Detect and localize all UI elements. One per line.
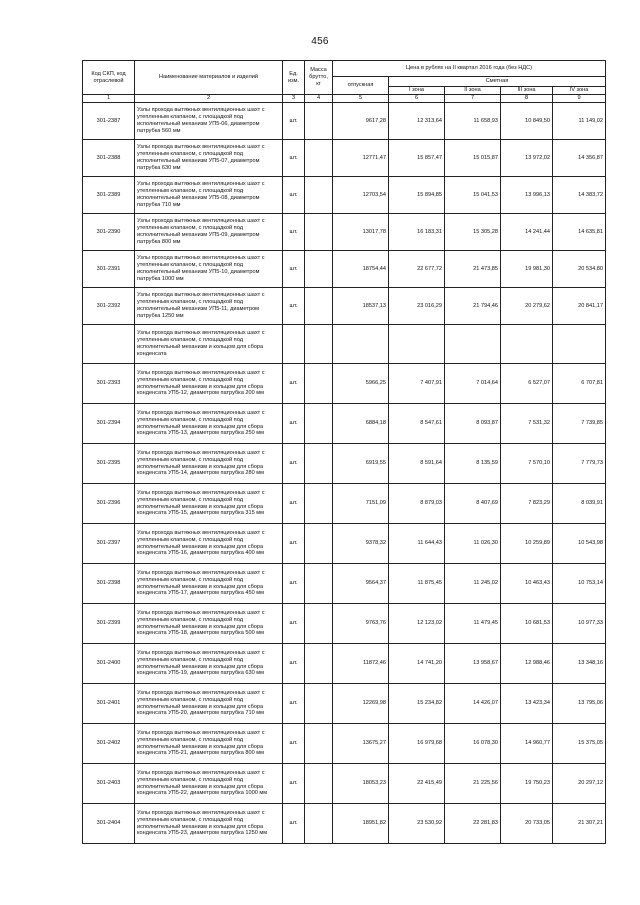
cell-mass	[305, 103, 333, 140]
cell-unit: шт.	[283, 177, 305, 214]
cell-name: Узлы прохода вытяжных вентиляционных шахт с утепленным клапаном, с площадкой под исполнительный механизм и кольцом для сбора конденсата	[135, 325, 283, 364]
cell-release-price: 13675,27	[333, 724, 389, 764]
cell-name: Узлы прохода вытяжных вентиляционных шахт с утепленным клапаном, с площадкой под исполнительный механизм УП5-07, диаметром патрубка 630 мм	[135, 140, 283, 177]
table-row	[83, 404, 606, 444]
cell-release-price: 9378,32	[333, 524, 389, 564]
cell-release-price: 6919,55	[333, 444, 389, 484]
cell-release-price: 18951,82	[333, 804, 389, 844]
cell-zone-4-price: 10 543,98	[553, 524, 606, 564]
cell-zone-3-price: 20 733,05	[501, 804, 553, 844]
cell-mass	[305, 764, 333, 804]
table-row	[83, 564, 606, 604]
column-number: 9	[553, 95, 606, 103]
cell-zone-3-price: 13 996,13	[501, 177, 553, 214]
cell-zone-3-price: 20 279,62	[501, 288, 553, 325]
cell-code: 301-2394	[83, 404, 135, 444]
cell-zone-4-price: 7 779,73	[553, 444, 606, 484]
cell-name: Узлы прохода вытяжных вентиляционных шахт с утепленным клапаном, с площадкой под исполнительный механизм и кольцом для сбора конденсата УП5-16, диаметром патрубка 400 мм	[135, 524, 283, 564]
cell-name: Узлы прохода вытяжных вентиляционных шахт с утепленным клапаном, с площадкой под исполнительный механизм и кольцом для сбора конденсата УП5-23, диаметром патрубка 1250 мм	[135, 804, 283, 844]
cell-zone-2-price: 21 225,56	[445, 764, 501, 804]
cell-zone-4-price: 8 039,91	[553, 484, 606, 524]
cell-zone-2-price: 11 245,02	[445, 564, 501, 604]
cell-mass	[305, 804, 333, 844]
cell-zone-1-price: 16 183,31	[389, 214, 445, 251]
cell-code: 301-2403	[83, 764, 135, 804]
cell-name: Узлы прохода вытяжных вентиляционных шахт с утепленным клапаном, с площадкой под исполнительный механизм и кольцом для сбора конденсата УП5-19, диаметром патрубка 630 мм	[135, 644, 283, 684]
cell-zone-2-price: 16 078,30	[445, 724, 501, 764]
table-row	[83, 214, 606, 251]
cell-unit	[283, 325, 305, 364]
header-zone-3: III зона	[501, 87, 553, 95]
cell-unit: шт.	[283, 564, 305, 604]
cell-mass	[305, 325, 333, 364]
cell-unit: шт.	[283, 524, 305, 564]
cell-code: 301-2390	[83, 214, 135, 251]
cell-zone-3-price: 10 259,89	[501, 524, 553, 564]
cell-mass	[305, 564, 333, 604]
cell-zone-3-price: 7 531,32	[501, 404, 553, 444]
cell-mass	[305, 684, 333, 724]
cell-unit: шт.	[283, 724, 305, 764]
cell-code: 301-2397	[83, 524, 135, 564]
header-price-group: Цена в рублях на II квартал 2016 года (без НДС)	[333, 61, 606, 77]
cell-zone-4-price: 11 149,02	[553, 103, 606, 140]
cell-mass	[305, 177, 333, 214]
table-row	[83, 484, 606, 524]
cell-unit: шт.	[283, 364, 305, 404]
table-row	[83, 684, 606, 724]
cell-name: Узлы прохода вытяжных вентиляционных шахт с утепленным клапаном, с площадкой под исполнительный механизм и кольцом для сбора конденсата УП5-12, диаметром патрубка 200 мм	[135, 364, 283, 404]
cell-unit: шт.	[283, 484, 305, 524]
cell-zone-2-price: 11 479,45	[445, 604, 501, 644]
cell-code: 301-2387	[83, 103, 135, 140]
cell-zone-3-price: 6 527,07	[501, 364, 553, 404]
cell-zone-1-price: 23 530,92	[389, 804, 445, 844]
cell-zone-4-price: 20 841,17	[553, 288, 606, 325]
cell-zone-2-price: 21 473,85	[445, 251, 501, 288]
cell-zone-1-price: 15 894,85	[389, 177, 445, 214]
cell-unit: шт.	[283, 214, 305, 251]
cell-zone-1-price: 8 547,61	[389, 404, 445, 444]
group-heading-row	[83, 325, 606, 364]
cell-code: 301-2393	[83, 364, 135, 404]
cell-name: Узлы прохода вытяжных вентиляционных шахт с утепленным клапаном, с площадкой под исполнительный механизм и кольцом для сбора конденсата УП5-13, диаметром патрубка 250 мм	[135, 404, 283, 444]
table-row	[83, 604, 606, 644]
cell-name: Узлы прохода вытяжных вентиляционных шахт с утепленным клапаном, с площадкой под исполнительный механизм и кольцом для сбора конденсата УП5-14, диаметром патрубка 280 мм	[135, 444, 283, 484]
cell-zone-1-price: 12 313,64	[389, 103, 445, 140]
cell-zone-4-price: 13 795,06	[553, 684, 606, 724]
cell-zone-4-price: 10 753,14	[553, 564, 606, 604]
cell-zone-1-price: 7 407,91	[389, 364, 445, 404]
cell-zone-2-price: 11 026,30	[445, 524, 501, 564]
cell-zone-1-price: 11 875,45	[389, 564, 445, 604]
cell-zone-1-price: 14 741,20	[389, 644, 445, 684]
header-mass: Масса брутто, кг	[305, 61, 333, 95]
cell-zone-4-price: 14 635,81	[553, 214, 606, 251]
cell-release-price: 18754,44	[333, 251, 389, 288]
cell-release-price: 18053,23	[333, 764, 389, 804]
table-row	[83, 140, 606, 177]
cell-mass	[305, 524, 333, 564]
table-row	[83, 764, 606, 804]
column-number: 2	[135, 95, 283, 103]
cell-release-price: 7151,09	[333, 484, 389, 524]
cell-release-price: 9763,76	[333, 604, 389, 644]
cell-unit: шт.	[283, 804, 305, 844]
cell-zone-2-price: 8 135,59	[445, 444, 501, 484]
header-estimate: Сметная	[389, 77, 606, 87]
table-row	[83, 724, 606, 764]
column-number: 3	[283, 95, 305, 103]
cell-unit: шт.	[283, 103, 305, 140]
cell-zone-2-price: 8 407,69	[445, 484, 501, 524]
cell-zone-2-price: 11 658,93	[445, 103, 501, 140]
cell-zone-1-price: 15 857,47	[389, 140, 445, 177]
cell-zone-4-price: 14 383,72	[553, 177, 606, 214]
cell-code: 301-2398	[83, 564, 135, 604]
cell-name: Узлы прохода вытяжных вентиляционных шахт с утепленным клапаном, с площадкой под исполнительный механизм и кольцом для сбора конденсата УП5-17, диаметром патрубка 450 мм	[135, 564, 283, 604]
cell-zone-4-price: 6 707,81	[553, 364, 606, 404]
cell-zone-1-price: 23 016,29	[389, 288, 445, 325]
cell-release-price: 5966,25	[333, 364, 389, 404]
cell-mass	[305, 140, 333, 177]
cell-mass	[305, 288, 333, 325]
cell-zone-3-price: 14 960,77	[501, 724, 553, 764]
table-row	[83, 103, 606, 140]
cell-zone-4-price: 7 739,85	[553, 404, 606, 444]
cell-release-price: 11872,46	[333, 644, 389, 684]
cell-zone-4-price: 20 534,80	[553, 251, 606, 288]
cell-unit: шт.	[283, 251, 305, 288]
cell-code: 301-2399	[83, 604, 135, 644]
cell-zone-3-price: 13 423,34	[501, 684, 553, 724]
cell-mass	[305, 404, 333, 444]
cell-zone-4-price: 15 375,05	[553, 724, 606, 764]
cell-zone-1-price: 8 879,03	[389, 484, 445, 524]
cell-code: 301-2395	[83, 444, 135, 484]
cell-zone-2-price: 22 281,83	[445, 804, 501, 844]
cell-zone-2-price: 15 305,28	[445, 214, 501, 251]
cell-zone-2-price: 8 093,87	[445, 404, 501, 444]
cell-zone-2-price: 15 015,87	[445, 140, 501, 177]
cell-unit: шт.	[283, 764, 305, 804]
cell-release-price: 18537,13	[333, 288, 389, 325]
cell-code: 301-2401	[83, 684, 135, 724]
cell-zone-2-price: 21 794,46	[445, 288, 501, 325]
cell-zone-2-price: 14 426,07	[445, 684, 501, 724]
cell-mass	[305, 484, 333, 524]
cell-zone-4-price: 20 297,12	[553, 764, 606, 804]
cell-zone-1-price	[389, 325, 445, 364]
cell-code: 301-2402	[83, 724, 135, 764]
cell-code: 301-2388	[83, 140, 135, 177]
cell-mass	[305, 251, 333, 288]
cell-zone-2-price: 13 958,67	[445, 644, 501, 684]
column-number: 8	[501, 95, 553, 103]
cell-unit: шт.	[283, 644, 305, 684]
cell-mass	[305, 724, 333, 764]
header-zone-2: II зона	[445, 87, 501, 95]
cell-zone-1-price: 15 234,82	[389, 684, 445, 724]
cell-release-price: 13017,78	[333, 214, 389, 251]
cell-code: 301-2391	[83, 251, 135, 288]
cell-release-price: 12269,98	[333, 684, 389, 724]
cell-code: 301-2389	[83, 177, 135, 214]
cell-mass	[305, 604, 333, 644]
column-number: 6	[389, 95, 445, 103]
cell-release-price: 9617,28	[333, 103, 389, 140]
table-row	[83, 364, 606, 404]
cell-zone-1-price: 22 415,49	[389, 764, 445, 804]
cell-mass	[305, 214, 333, 251]
cell-mass	[305, 444, 333, 484]
cell-name: Узлы прохода вытяжных вентиляционных шахт с утепленным клапаном, с площадкой под исполнительный механизм УП5-11, диаметром патрубка 1250 мм	[135, 288, 283, 325]
cell-zone-2-price	[445, 325, 501, 364]
cell-name: Узлы прохода вытяжных вентиляционных шахт с утепленным клапаном, с площадкой под исполнительный механизм УП5-08, диаметром патрубка 710 мм	[135, 177, 283, 214]
cell-name: Узлы прохода вытяжных вентиляционных шахт с утепленным клапаном, с площадкой под исполнительный механизм УП5-06, диаметром патрубка 560 мм	[135, 103, 283, 140]
header-release: отпускная	[333, 77, 389, 95]
cell-zone-4-price: 14 356,87	[553, 140, 606, 177]
cell-unit: шт.	[283, 288, 305, 325]
cell-zone-3-price: 19 981,30	[501, 251, 553, 288]
price-table	[82, 60, 606, 844]
cell-zone-4-price	[553, 325, 606, 364]
header-zone-4: IV зона	[553, 87, 606, 95]
cell-mass	[305, 644, 333, 684]
table-row	[83, 251, 606, 288]
cell-zone-3-price: 10 463,43	[501, 564, 553, 604]
cell-zone-3-price: 10 681,53	[501, 604, 553, 644]
cell-unit: шт.	[283, 684, 305, 724]
cell-code	[83, 325, 135, 364]
cell-zone-4-price: 13 348,16	[553, 644, 606, 684]
column-number-row	[83, 95, 606, 103]
cell-code: 301-2400	[83, 644, 135, 684]
cell-release-price: 9564,37	[333, 564, 389, 604]
header-zone-1: I зона	[389, 87, 445, 95]
cell-zone-1-price: 11 644,43	[389, 524, 445, 564]
cell-code: 301-2404	[83, 804, 135, 844]
header-name: Наименование материалов и изделий	[135, 61, 283, 95]
cell-zone-2-price: 15 041,53	[445, 177, 501, 214]
table-row	[83, 177, 606, 214]
cell-zone-1-price: 22 677,72	[389, 251, 445, 288]
cell-zone-3-price	[501, 325, 553, 364]
cell-zone-1-price: 12 123,02	[389, 604, 445, 644]
cell-release-price	[333, 325, 389, 364]
table-row	[83, 288, 606, 325]
cell-zone-3-price: 12 988,46	[501, 644, 553, 684]
cell-zone-3-price: 19 750,23	[501, 764, 553, 804]
cell-zone-3-price: 10 849,50	[501, 103, 553, 140]
table-row	[83, 804, 606, 844]
cell-release-price: 12703,54	[333, 177, 389, 214]
cell-zone-4-price: 10 977,33	[553, 604, 606, 644]
table-row	[83, 644, 606, 684]
cell-zone-3-price: 14 241,44	[501, 214, 553, 251]
header-code: Код СКП, код отраслевой	[83, 61, 135, 95]
cell-unit: шт.	[283, 404, 305, 444]
cell-unit: шт.	[283, 604, 305, 644]
cell-name: Узлы прохода вытяжных вентиляционных шахт с утепленным клапаном, с площадкой под исполнительный механизм и кольцом для сбора конденсата УП5-20, диаметром патрубка 710 мм	[135, 684, 283, 724]
page-number: 456	[311, 36, 329, 47]
cell-release-price: 6884,18	[333, 404, 389, 444]
cell-zone-2-price: 7 014,64	[445, 364, 501, 404]
cell-zone-3-price: 7 823,29	[501, 484, 553, 524]
cell-name: Узлы прохода вытяжных вентиляционных шахт с утепленным клапаном, с площадкой под исполнительный механизм и кольцом для сбора конденсата УП5-15, диаметром патрубка 315 мм	[135, 484, 283, 524]
cell-zone-3-price: 13 972,02	[501, 140, 553, 177]
column-number: 1	[83, 95, 135, 103]
cell-name: Узлы прохода вытяжных вентиляционных шахт с утепленным клапаном, с площадкой под исполнительный механизм УП5-10, диаметром патрубка 1000 мм	[135, 251, 283, 288]
column-number: 7	[445, 95, 501, 103]
cell-code: 301-2396	[83, 484, 135, 524]
table-body	[83, 103, 606, 844]
cell-unit: шт.	[283, 140, 305, 177]
table-row	[83, 524, 606, 564]
cell-zone-1-price: 8 591,64	[389, 444, 445, 484]
column-number: 4	[305, 95, 333, 103]
cell-mass	[305, 364, 333, 404]
cell-zone-3-price: 7 570,10	[501, 444, 553, 484]
table-row	[83, 444, 606, 484]
cell-zone-4-price: 21 307,21	[553, 804, 606, 844]
cell-name: Узлы прохода вытяжных вентиляционных шахт с утепленным клапаном, с площадкой под исполнительный механизм и кольцом для сбора конденсата УП5-18, диаметром патрубка 500 мм	[135, 604, 283, 644]
table-header	[83, 61, 606, 103]
header-unit: Ед. изм.	[283, 61, 305, 95]
cell-unit: шт.	[283, 444, 305, 484]
column-number: 5	[333, 95, 389, 103]
cell-name: Узлы прохода вытяжных вентиляционных шахт с утепленным клапаном, с площадкой под исполнительный механизм и кольцом для сбора конденсата УП5-21, диаметром патрубка 800 мм	[135, 724, 283, 764]
cell-name: Узлы прохода вытяжных вентиляционных шахт с утепленным клапаном, с площадкой под исполнительный механизм УП5-09, диаметром патрубка 800 мм	[135, 214, 283, 251]
cell-name: Узлы прохода вытяжных вентиляционных шахт с утепленным клапаном, с площадкой под исполнительный механизм и кольцом для сбора конденсата УП5-22, диаметром патрубка 1000 мм	[135, 764, 283, 804]
cell-zone-1-price: 16 979,68	[389, 724, 445, 764]
cell-code: 301-2392	[83, 288, 135, 325]
cell-release-price: 12771,47	[333, 140, 389, 177]
